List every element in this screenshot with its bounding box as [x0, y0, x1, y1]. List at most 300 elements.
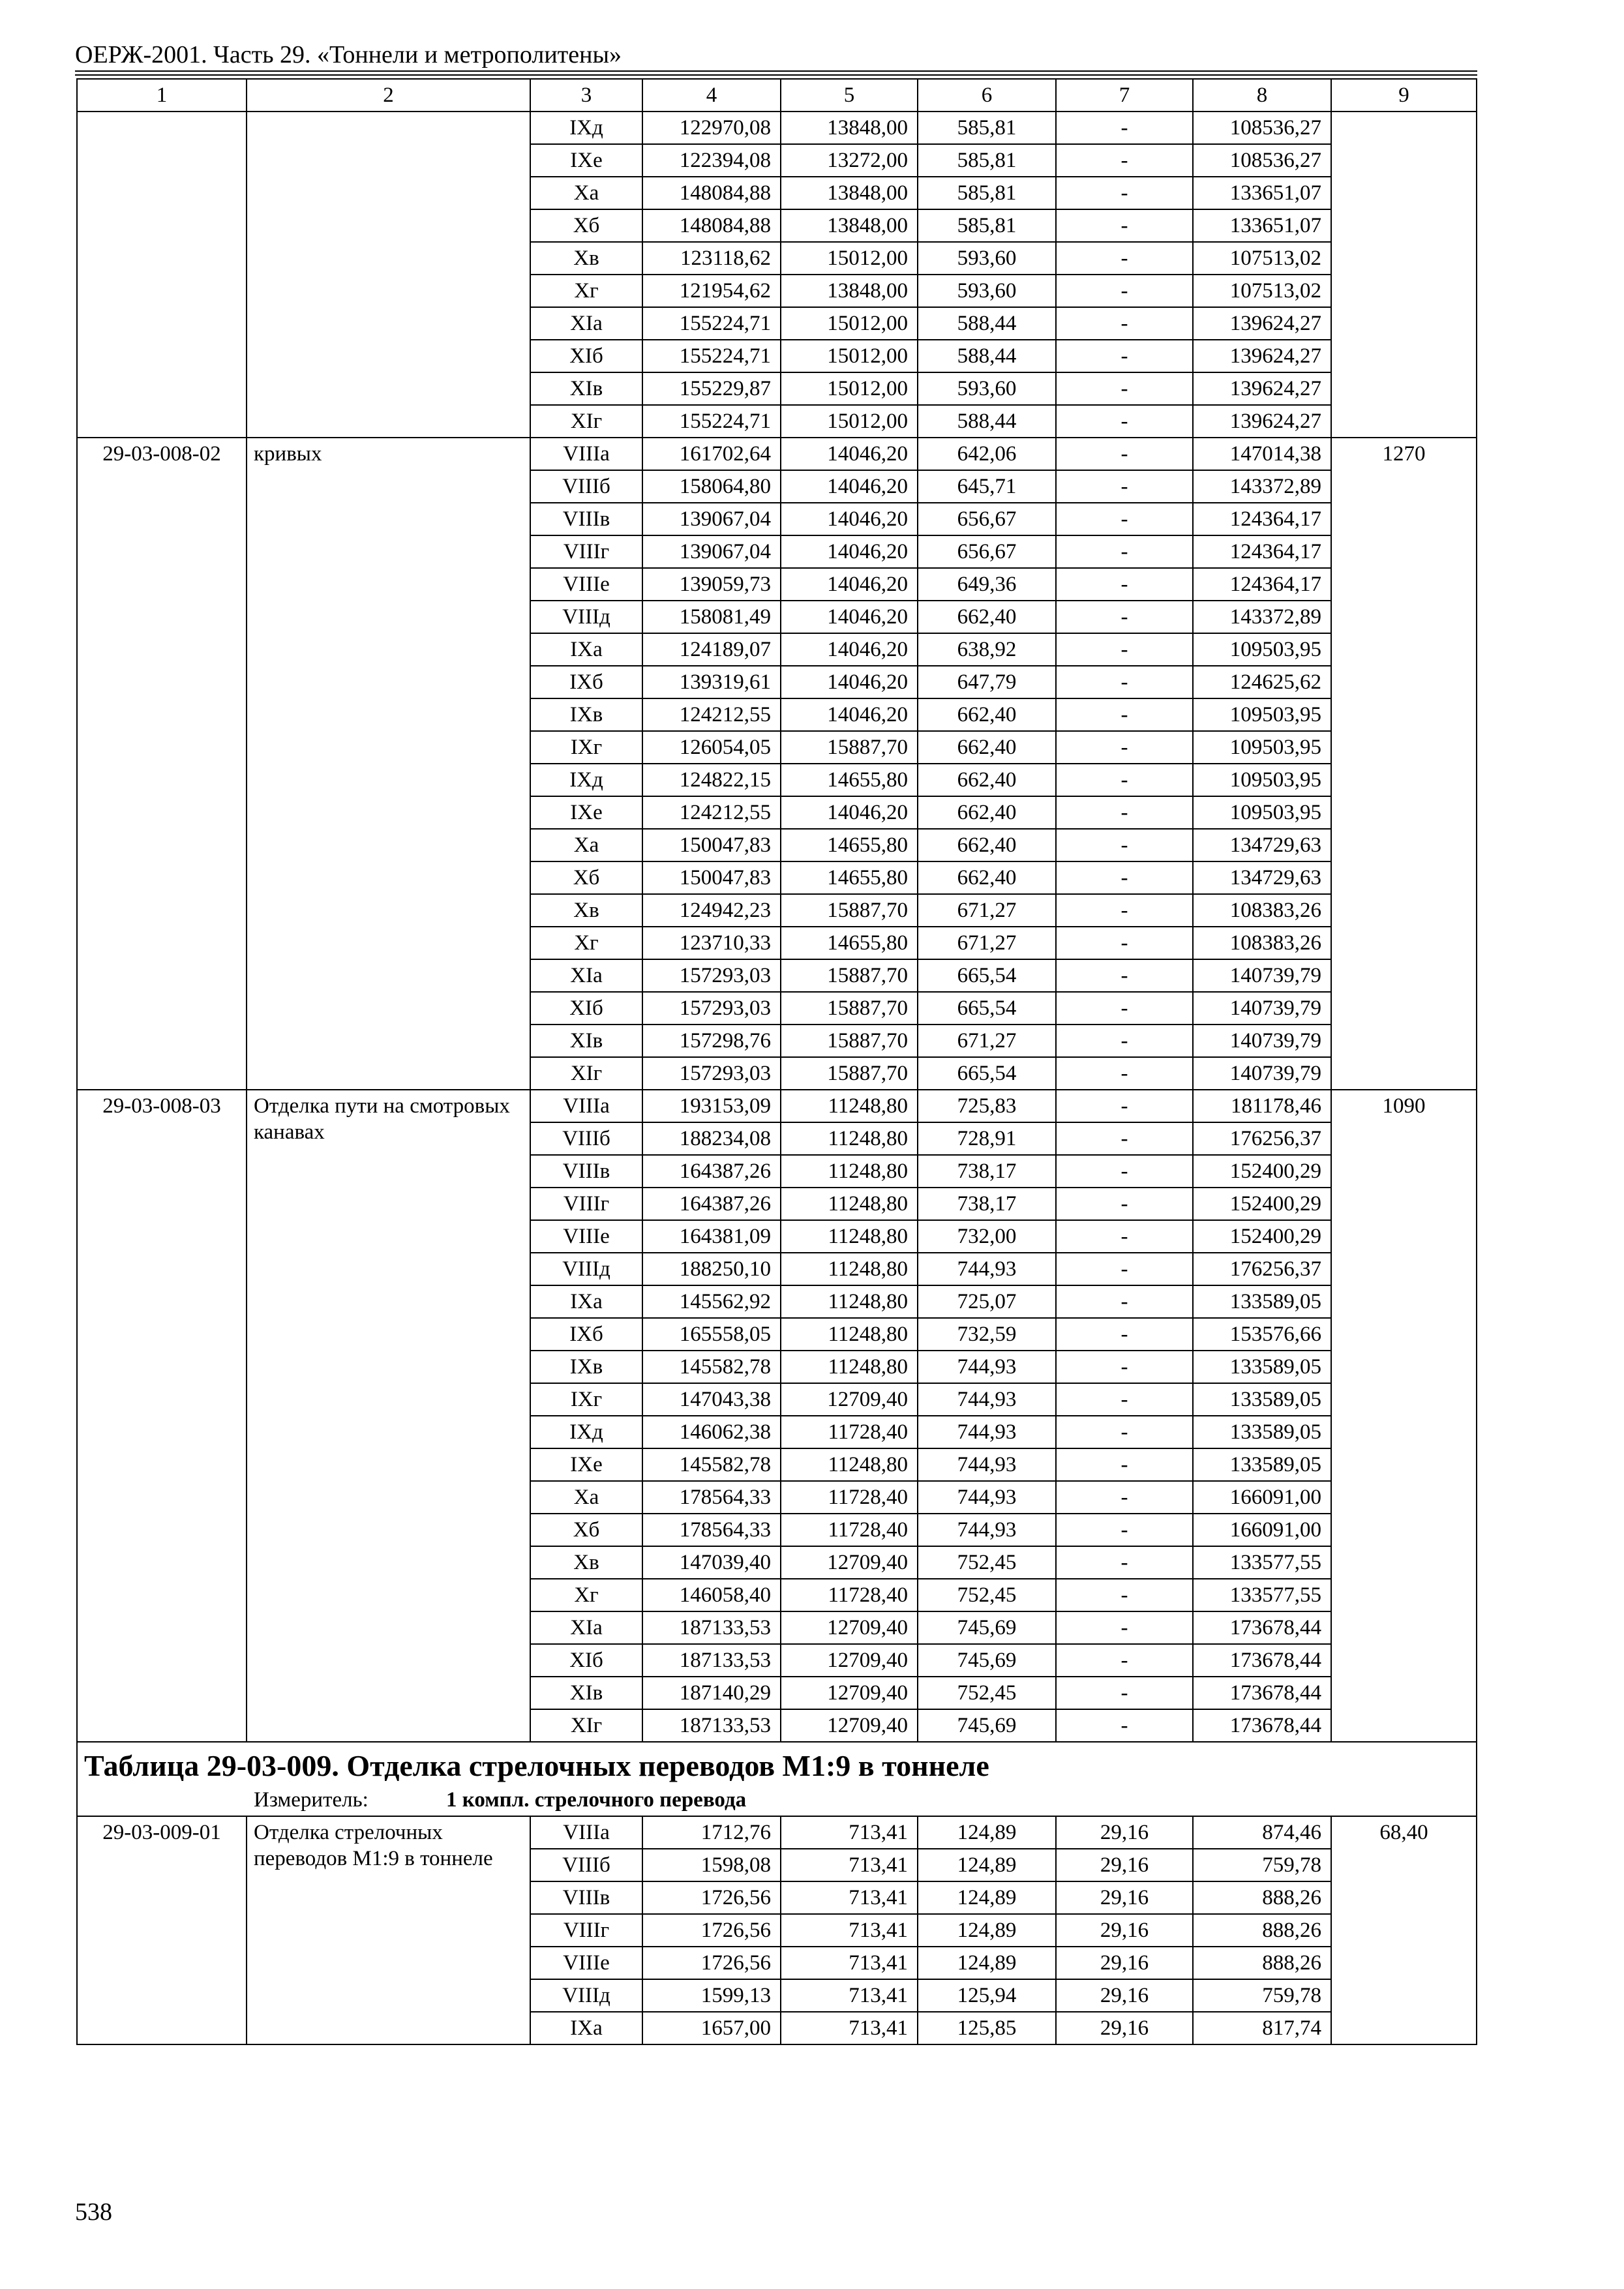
- cell-col6: 745,69: [918, 1709, 1056, 1742]
- cell-col8: 166091,00: [1193, 1514, 1331, 1546]
- cell-col5: 15012,00: [781, 340, 918, 372]
- cell-col7: -: [1056, 1253, 1193, 1285]
- cell-col8: 109503,95: [1193, 698, 1331, 731]
- header-rule-bottom: [75, 74, 1477, 76]
- cell-col5: 11728,40: [781, 1579, 918, 1611]
- cell-col5: 13848,00: [781, 112, 918, 144]
- cell-col8: 176256,37: [1193, 1253, 1331, 1285]
- cell-col3: XIг: [530, 1709, 642, 1742]
- cell-col6: 744,93: [918, 1514, 1056, 1546]
- cell-col4: 1726,56: [642, 1881, 781, 1914]
- cell-col7: -: [1056, 275, 1193, 307]
- cell-col8: 152400,29: [1193, 1155, 1331, 1188]
- cell-col7: -: [1056, 470, 1193, 503]
- cell-col3: VIIIб: [530, 1122, 642, 1155]
- cell-col5: 713,41: [781, 1881, 918, 1914]
- cell-col8: 143372,89: [1193, 470, 1331, 503]
- cell-col7: -: [1056, 568, 1193, 601]
- cell-col4: 145582,78: [642, 1351, 781, 1383]
- cell-col5: 15887,70: [781, 1025, 918, 1057]
- rate-code: 29-03-009-01: [77, 1816, 247, 2044]
- cell-col4: 155229,87: [642, 372, 781, 405]
- cell-col5: 12709,40: [781, 1383, 918, 1416]
- cell-col7: -: [1056, 1383, 1193, 1416]
- cell-col7: -: [1056, 177, 1193, 209]
- cell-col7: -: [1056, 1677, 1193, 1709]
- cell-col8: 173678,44: [1193, 1611, 1331, 1644]
- cell-col5: 11248,80: [781, 1188, 918, 1220]
- table-title: Таблица 29-03-009. Отделка стрелочных переводов М1:9 в тоннеле: [84, 1749, 989, 1782]
- cell-col7: -: [1056, 535, 1193, 568]
- cell-col6: 725,07: [918, 1285, 1056, 1318]
- cell-col6: 728,91: [918, 1122, 1056, 1155]
- column-number-row: [77, 79, 1477, 112]
- cell-col7: -: [1056, 372, 1193, 405]
- cell-col7: -: [1056, 1318, 1193, 1351]
- cell-col3: VIIIв: [530, 1155, 642, 1188]
- column-number: 2: [247, 79, 530, 112]
- cell-col4: 187140,29: [642, 1677, 781, 1709]
- labor-cost: 1090: [1331, 1090, 1477, 1742]
- cell-col6: 588,44: [918, 405, 1056, 438]
- cell-col6: 585,81: [918, 112, 1056, 144]
- cell-col3: Xв: [530, 1546, 642, 1579]
- column-number: 5: [781, 79, 918, 112]
- cell-col7: 29,16: [1056, 1914, 1193, 1947]
- cell-col3: IXа: [530, 1285, 642, 1318]
- cell-col6: 588,44: [918, 307, 1056, 340]
- cell-col3: VIIIд: [530, 1253, 642, 1285]
- cell-col6: 662,40: [918, 731, 1056, 764]
- cell-col5: 15887,70: [781, 894, 918, 927]
- page-header: ОЕРЖ-2001. Часть 29. «Тоннели и метрополитены»: [75, 41, 622, 68]
- cell-col3: VIIIв: [530, 503, 642, 535]
- cell-col4: 164381,09: [642, 1220, 781, 1253]
- cell-col8: 874,46: [1193, 1816, 1331, 1849]
- cell-col7: -: [1056, 340, 1193, 372]
- cell-col7: -: [1056, 861, 1193, 894]
- cell-col6: 752,45: [918, 1677, 1056, 1709]
- cell-col5: 11248,80: [781, 1220, 918, 1253]
- cell-col3: IXа: [530, 633, 642, 666]
- cell-col3: Xв: [530, 242, 642, 275]
- cell-col4: 124822,15: [642, 764, 781, 796]
- cell-col6: 593,60: [918, 242, 1056, 275]
- column-number: 9: [1331, 79, 1477, 112]
- cell-col4: 123118,62: [642, 242, 781, 275]
- cell-col7: 29,16: [1056, 1947, 1193, 1979]
- cell-col4: 124212,55: [642, 698, 781, 731]
- cell-col3: XIа: [530, 959, 642, 992]
- cell-col3: IXд: [530, 764, 642, 796]
- cell-col4: 157298,76: [642, 1025, 781, 1057]
- labor-cost: [1331, 112, 1477, 438]
- cell-col5: 11248,80: [781, 1351, 918, 1383]
- cell-col5: 15012,00: [781, 405, 918, 438]
- cell-col6: 665,54: [918, 992, 1056, 1025]
- cell-col6: 585,81: [918, 209, 1056, 242]
- cell-col8: 139624,27: [1193, 340, 1331, 372]
- cell-col5: 11248,80: [781, 1448, 918, 1481]
- cell-col4: 178564,33: [642, 1481, 781, 1514]
- cell-col8: 133589,05: [1193, 1416, 1331, 1448]
- cell-col7: -: [1056, 698, 1193, 731]
- cell-col5: 11248,80: [781, 1253, 918, 1285]
- cell-col8: 173678,44: [1193, 1709, 1331, 1742]
- column-number: 6: [918, 79, 1056, 112]
- cell-col7: -: [1056, 1220, 1193, 1253]
- cell-col3: Xг: [530, 275, 642, 307]
- cell-col7: -: [1056, 601, 1193, 633]
- cell-col7: -: [1056, 731, 1193, 764]
- cell-col6: 125,85: [918, 2012, 1056, 2044]
- cell-col4: 157293,03: [642, 1057, 781, 1090]
- cell-col3: IXе: [530, 1448, 642, 1481]
- cell-col7: -: [1056, 829, 1193, 861]
- cell-col3: VIIIе: [530, 568, 642, 601]
- cell-col3: VIIIг: [530, 1914, 642, 1947]
- cell-col3: VIIIа: [530, 1090, 642, 1122]
- column-number: 8: [1193, 79, 1331, 112]
- cell-col5: 11248,80: [781, 1318, 918, 1351]
- cell-col8: 140739,79: [1193, 992, 1331, 1025]
- cell-col6: 642,06: [918, 438, 1056, 470]
- cell-col5: 15887,70: [781, 731, 918, 764]
- cell-col5: 11248,80: [781, 1285, 918, 1318]
- cell-col6: 744,93: [918, 1253, 1056, 1285]
- cell-col4: 126054,05: [642, 731, 781, 764]
- cell-col4: 188234,08: [642, 1122, 781, 1155]
- cell-col6: 662,40: [918, 601, 1056, 633]
- cell-col8: 759,78: [1193, 1849, 1331, 1881]
- cell-col4: 1599,13: [642, 1979, 781, 2012]
- cell-col7: -: [1056, 1611, 1193, 1644]
- cell-col7: -: [1056, 1285, 1193, 1318]
- table-body: [77, 79, 1477, 2044]
- cell-col7: -: [1056, 242, 1193, 275]
- cell-col6: 124,89: [918, 1816, 1056, 1849]
- cell-col6: 752,45: [918, 1546, 1056, 1579]
- cell-col5: 11248,80: [781, 1155, 918, 1188]
- cell-col8: 759,78: [1193, 1979, 1331, 2012]
- rate-code: [77, 112, 247, 438]
- cell-col8: 133589,05: [1193, 1285, 1331, 1318]
- cell-col3: XIв: [530, 1677, 642, 1709]
- cell-col4: 122970,08: [642, 112, 781, 144]
- cell-col4: 124942,23: [642, 894, 781, 927]
- cell-col4: 155224,71: [642, 405, 781, 438]
- cell-col6: 585,81: [918, 177, 1056, 209]
- cell-col4: 124212,55: [642, 796, 781, 829]
- cell-col4: 147039,40: [642, 1546, 781, 1579]
- cell-col4: 123710,33: [642, 927, 781, 959]
- cell-col5: 14046,20: [781, 535, 918, 568]
- cell-col4: 147043,38: [642, 1383, 781, 1416]
- cell-col6: 671,27: [918, 1025, 1056, 1057]
- cell-col6: 725,83: [918, 1090, 1056, 1122]
- column-number: 4: [642, 79, 781, 112]
- cell-col5: 14655,80: [781, 829, 918, 861]
- cell-col6: 732,00: [918, 1220, 1056, 1253]
- cell-col8: 108536,27: [1193, 112, 1331, 144]
- work-name: Отделка стрелочных переводов М1:9 в тоннеле: [247, 1816, 530, 2044]
- cell-col4: 139067,04: [642, 503, 781, 535]
- cell-col4: 158081,49: [642, 601, 781, 633]
- cell-col4: 139067,04: [642, 535, 781, 568]
- cell-col4: 122394,08: [642, 144, 781, 177]
- cell-col3: XIг: [530, 405, 642, 438]
- cell-col4: 188250,10: [642, 1253, 781, 1285]
- cell-col7: -: [1056, 1448, 1193, 1481]
- cell-col3: VIIIг: [530, 535, 642, 568]
- cell-col5: 14046,20: [781, 666, 918, 698]
- cell-col7: -: [1056, 927, 1193, 959]
- cell-col5: 14046,20: [781, 698, 918, 731]
- cell-col4: 187133,53: [642, 1611, 781, 1644]
- cell-col5: 14046,20: [781, 601, 918, 633]
- cell-col3: XIб: [530, 992, 642, 1025]
- cell-col6: 732,59: [918, 1318, 1056, 1351]
- cell-col8: 133651,07: [1193, 177, 1331, 209]
- cell-col3: Xб: [530, 209, 642, 242]
- cell-col5: 14655,80: [781, 927, 918, 959]
- cell-col3: XIа: [530, 307, 642, 340]
- cell-col6: 647,79: [918, 666, 1056, 698]
- cell-col5: 12709,40: [781, 1611, 918, 1644]
- cell-col8: 140739,79: [1193, 1057, 1331, 1090]
- cell-col4: 150047,83: [642, 861, 781, 894]
- cell-col3: XIв: [530, 1025, 642, 1057]
- cell-col3: XIа: [530, 1611, 642, 1644]
- cell-col6: 744,93: [918, 1448, 1056, 1481]
- table-title-cell: [77, 1742, 1477, 1816]
- cell-col5: 12709,40: [781, 1546, 918, 1579]
- cell-col8: 134729,63: [1193, 829, 1331, 861]
- cell-col3: IXа: [530, 2012, 642, 2044]
- cell-col8: 166091,00: [1193, 1481, 1331, 1514]
- table-row: [77, 438, 1477, 470]
- cell-col8: 133577,55: [1193, 1546, 1331, 1579]
- cell-col3: XIг: [530, 1057, 642, 1090]
- cell-col6: 662,40: [918, 861, 1056, 894]
- cell-col4: 187133,53: [642, 1644, 781, 1677]
- cell-col4: 148084,88: [642, 177, 781, 209]
- cell-col3: IXв: [530, 1351, 642, 1383]
- cell-col4: 164387,26: [642, 1188, 781, 1220]
- cell-col8: 108383,26: [1193, 894, 1331, 927]
- cell-col4: 155224,71: [642, 340, 781, 372]
- table-row: [77, 112, 1477, 144]
- cell-col5: 713,41: [781, 1979, 918, 2012]
- cell-col5: 14655,80: [781, 861, 918, 894]
- cell-col8: 109503,95: [1193, 633, 1331, 666]
- cell-col7: -: [1056, 1481, 1193, 1514]
- cell-col8: 888,26: [1193, 1947, 1331, 1979]
- cell-col5: 12709,40: [781, 1677, 918, 1709]
- cell-col4: 165558,05: [642, 1318, 781, 1351]
- cell-col7: -: [1056, 438, 1193, 470]
- cell-col8: 124364,17: [1193, 535, 1331, 568]
- cell-col5: 15887,70: [781, 992, 918, 1025]
- cell-col7: -: [1056, 1057, 1193, 1090]
- cell-col4: 155224,71: [642, 307, 781, 340]
- cell-col7: -: [1056, 1416, 1193, 1448]
- cell-col5: 11248,80: [781, 1122, 918, 1155]
- labor-cost: 1270: [1331, 438, 1477, 1090]
- cell-col5: 11728,40: [781, 1514, 918, 1546]
- work-name: Отделка пути на смотровых канавах: [247, 1090, 530, 1742]
- cell-col5: 13848,00: [781, 275, 918, 307]
- cell-col7: -: [1056, 503, 1193, 535]
- header-rule-top: [75, 70, 1477, 72]
- cell-col3: VIIIд: [530, 1979, 642, 2012]
- cell-col3: IXб: [530, 666, 642, 698]
- cell-col8: 133589,05: [1193, 1351, 1331, 1383]
- cell-col7: -: [1056, 666, 1193, 698]
- cell-col4: 161702,64: [642, 438, 781, 470]
- cell-col6: 593,60: [918, 275, 1056, 307]
- cell-col3: XIб: [530, 1644, 642, 1677]
- cell-col5: 14046,20: [781, 796, 918, 829]
- cell-col6: 745,69: [918, 1611, 1056, 1644]
- cell-col8: 109503,95: [1193, 796, 1331, 829]
- cell-col3: IXе: [530, 796, 642, 829]
- work-name: [247, 112, 530, 438]
- cell-col5: 12709,40: [781, 1709, 918, 1742]
- work-name: кривых: [247, 438, 530, 1090]
- cell-col3: IXд: [530, 1416, 642, 1448]
- cell-col5: 14046,20: [781, 568, 918, 601]
- cell-col6: 124,89: [918, 1947, 1056, 1979]
- cell-col4: 1598,08: [642, 1849, 781, 1881]
- cell-col5: 13848,00: [781, 177, 918, 209]
- cell-col6: 638,92: [918, 633, 1056, 666]
- cell-col3: IXе: [530, 144, 642, 177]
- cell-col3: VIIIг: [530, 1188, 642, 1220]
- cell-col7: -: [1056, 764, 1193, 796]
- cell-col7: -: [1056, 1709, 1193, 1742]
- cell-col8: 176256,37: [1193, 1122, 1331, 1155]
- cell-col6: 656,67: [918, 503, 1056, 535]
- cell-col4: 178564,33: [642, 1514, 781, 1546]
- cell-col4: 146058,40: [642, 1579, 781, 1611]
- rate-code: 29-03-008-02: [77, 438, 247, 1090]
- table-row: [77, 1816, 1477, 1849]
- labor-cost: 68,40: [1331, 1816, 1477, 2044]
- cell-col7: -: [1056, 1188, 1193, 1220]
- cell-col4: 121954,62: [642, 275, 781, 307]
- cell-col6: 738,17: [918, 1188, 1056, 1220]
- cell-col6: 124,89: [918, 1849, 1056, 1881]
- rate-code: 29-03-008-03: [77, 1090, 247, 1742]
- cell-col6: 645,71: [918, 470, 1056, 503]
- cell-col4: 193153,09: [642, 1090, 781, 1122]
- measure-value: 1 компл. стрелочного перевода: [446, 1788, 747, 1812]
- cell-col7: -: [1056, 992, 1193, 1025]
- cell-col4: 187133,53: [642, 1709, 781, 1742]
- cell-col6: 744,93: [918, 1481, 1056, 1514]
- cell-col4: 1726,56: [642, 1914, 781, 1947]
- cell-col4: 1726,56: [642, 1947, 781, 1979]
- cell-col7: -: [1056, 1644, 1193, 1677]
- cell-col3: VIIIа: [530, 1816, 642, 1849]
- cell-col3: Xа: [530, 829, 642, 861]
- cell-col7: -: [1056, 959, 1193, 992]
- cell-col8: 124625,62: [1193, 666, 1331, 698]
- column-number: 7: [1056, 79, 1193, 112]
- cell-col4: 139319,61: [642, 666, 781, 698]
- cell-col5: 11728,40: [781, 1416, 918, 1448]
- cell-col6: 125,94: [918, 1979, 1056, 2012]
- cell-col3: VIIIе: [530, 1947, 642, 1979]
- column-number: 3: [530, 79, 642, 112]
- cell-col7: -: [1056, 1155, 1193, 1188]
- cell-col8: 108536,27: [1193, 144, 1331, 177]
- cell-col4: 150047,83: [642, 829, 781, 861]
- cell-col7: -: [1056, 405, 1193, 438]
- cell-col6: 662,40: [918, 764, 1056, 796]
- cell-col4: 157293,03: [642, 959, 781, 992]
- cell-col4: 139059,73: [642, 568, 781, 601]
- cell-col8: 124364,17: [1193, 568, 1331, 601]
- cell-col6: 665,54: [918, 959, 1056, 992]
- cell-col7: 29,16: [1056, 1849, 1193, 1881]
- cell-col4: 157293,03: [642, 992, 781, 1025]
- cell-col8: 109503,95: [1193, 731, 1331, 764]
- cell-col6: 752,45: [918, 1579, 1056, 1611]
- cell-col8: 817,74: [1193, 2012, 1331, 2044]
- cell-col3: VIIIе: [530, 1220, 642, 1253]
- cell-col4: 124189,07: [642, 633, 781, 666]
- cell-col5: 713,41: [781, 1849, 918, 1881]
- cell-col3: IXд: [530, 112, 642, 144]
- table-row: [77, 1090, 1477, 1122]
- cell-col3: VIIIб: [530, 470, 642, 503]
- cell-col3: VIIIа: [530, 438, 642, 470]
- cell-col6: 665,54: [918, 1057, 1056, 1090]
- cell-col4: 145582,78: [642, 1448, 781, 1481]
- cell-col3: Xа: [530, 177, 642, 209]
- cell-col7: 29,16: [1056, 1816, 1193, 1849]
- cell-col5: 14046,20: [781, 470, 918, 503]
- cell-col6: 585,81: [918, 144, 1056, 177]
- cell-col6: 588,44: [918, 340, 1056, 372]
- cell-col8: 888,26: [1193, 1914, 1331, 1947]
- cell-col6: 593,60: [918, 372, 1056, 405]
- cell-col8: 888,26: [1193, 1881, 1331, 1914]
- cell-col3: VIIIв: [530, 1881, 642, 1914]
- cell-col8: 107513,02: [1193, 242, 1331, 275]
- cell-col8: 140739,79: [1193, 1025, 1331, 1057]
- cell-col8: 152400,29: [1193, 1220, 1331, 1253]
- measure-label: Измеритель:: [254, 1788, 368, 1812]
- cell-col7: -: [1056, 112, 1193, 144]
- cell-col6: 744,93: [918, 1383, 1056, 1416]
- cell-col8: 109503,95: [1193, 764, 1331, 796]
- cell-col3: Xв: [530, 894, 642, 927]
- cell-col6: 662,40: [918, 698, 1056, 731]
- cell-col3: Xа: [530, 1481, 642, 1514]
- cell-col3: VIIIб: [530, 1849, 642, 1881]
- cell-col8: 173678,44: [1193, 1677, 1331, 1709]
- cell-col5: 15012,00: [781, 242, 918, 275]
- table-title-row: [77, 1742, 1477, 1816]
- cell-col3: Xб: [530, 1514, 642, 1546]
- rates-table: [76, 78, 1477, 2045]
- cell-col3: Xг: [530, 1579, 642, 1611]
- cell-col8: 152400,29: [1193, 1188, 1331, 1220]
- cell-col8: 143372,89: [1193, 601, 1331, 633]
